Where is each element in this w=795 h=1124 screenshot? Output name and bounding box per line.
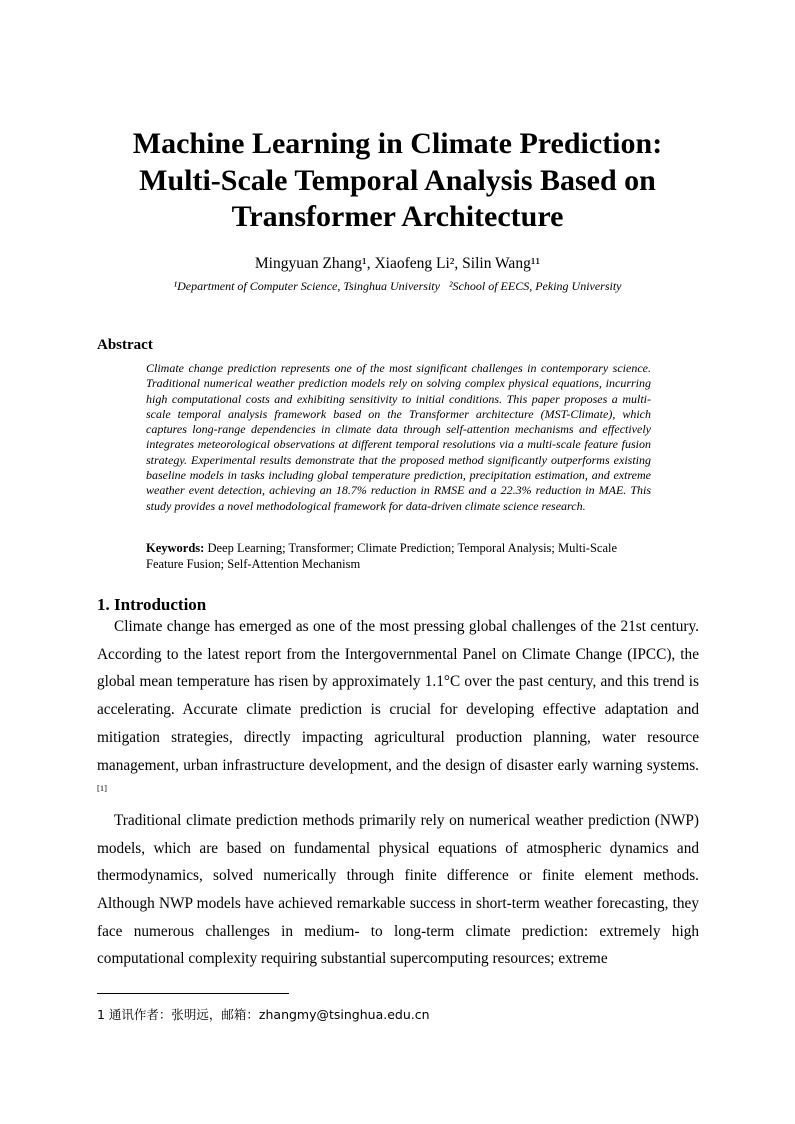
introduction-paragraph-2: Traditional climate prediction methods primarily rely on numerical weather prediction (NWP) models, which are based on fundamental physical equations of atmospheric dynamics and thermodynamics, solved numerically through finite difference or finite element methods. Although NWP models have achieved remarkable success in short-term weather forecasting, they face numerous challenges in medium- to long-term climate prediction: extremely high computational complexity requiring substantial supercomputing resources; extreme <box>97 811 699 968</box>
abstract-body <box>146 361 651 514</box>
introduction-body <box>97 613 699 973</box>
affiliation-1: ¹Department of Computer Science, Tsinghua University <box>173 279 440 293</box>
footnote-divider <box>97 993 289 994</box>
keywords-label: Keywords: <box>146 541 205 555</box>
footnote-corresponding-author: 1 通讯作者：张明远，邮箱：zhangmy@tsinghua.edu.cn <box>97 1007 430 1022</box>
keywords <box>146 540 656 572</box>
citation-ref-1[interactable]: [1] <box>97 783 107 794</box>
keywords-text: Deep Learning; Transformer; Climate Prediction; Temporal Analysis; Multi-Scale Feature Fusion; Self-Attention Mechanism <box>146 541 618 571</box>
introduction-paragraph-1 <box>97 613 699 807</box>
abstract-text: Climate change prediction represents one of the most significant challenges in contemporary science. Traditional numerical weather prediction models rely on solving complex physical equations, incurring high computational costs and exhibiting sensitivity to initial conditions. This paper proposes a multi-scale temporal analysis framework based on the Transformer architecture (MST-Climate), which captures long-range dependencies in climate data through self-attention mechanisms and effectively integrates meteorological observations at different temporal resolutions via a multi-scale feature fusion strategy. Experimental results demonstrate that the proposed method significantly outperforms existing baseline models in tasks including global temperature prediction, precipitation estimation, and extreme weather event detection, achieving an 18.7% reduction in RMSE and a 22.3% reduction in MAE. This study provides a novel methodological framework for data-driven climate science research. <box>146 361 651 513</box>
paragraph-1-text: Climate change has emerged as one of the most pressing global challenges of the 21st century. According to the latest report from the Intergovernmental Panel on Climate Change (IPCC), the global mean temperature has risen by approximately 1.1°C over the past century, and this trend is accelerating. Accurate climate prediction is crucial for developing effective adaptation and mitigation strategies, directly impacting agricultural production planning, water resource management, urban infrastructure development, and the design of disaster early warning systems. <box>97 618 699 774</box>
title-line-2: Multi-Scale Temporal Analysis Based on <box>139 163 656 197</box>
paper-title <box>60 126 735 236</box>
abstract-heading: Abstract <box>97 337 153 353</box>
affiliations <box>0 279 795 294</box>
section-heading-introduction: 1. Introduction <box>97 595 207 614</box>
title-line-1: Machine Learning in Climate Prediction: <box>132 127 663 160</box>
author-list: Mingyuan Zhang¹, Xiaofeng Li², Silin Wang¹¹ <box>254 255 541 272</box>
affiliation-2: ²School of EECS, Peking University <box>448 279 622 293</box>
title-line-3: Transformer Architecture <box>231 200 564 233</box>
